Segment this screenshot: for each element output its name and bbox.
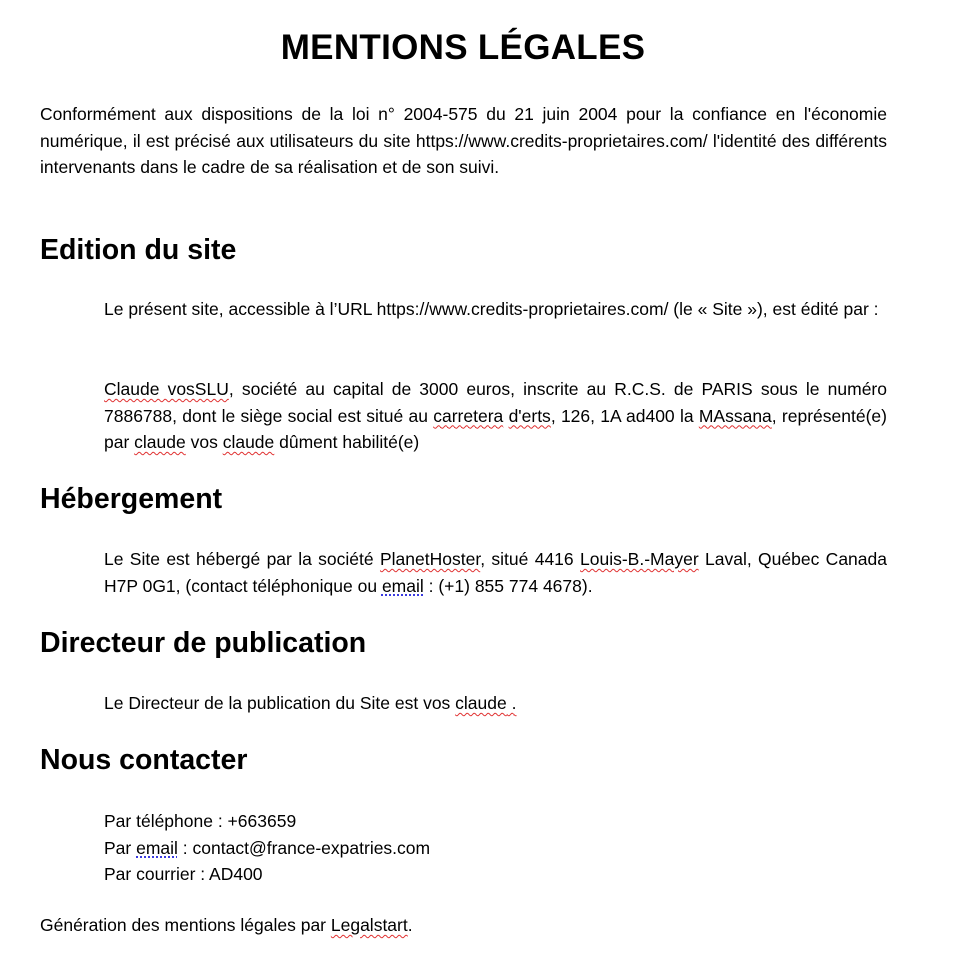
edition-paragraph: Le présent site, accessible à l’URL https://www.credits-proprietaires.com/ (le « Site »), est édité par :	[104, 299, 879, 319]
contact-phone: Par téléphone : +663659	[104, 811, 297, 831]
spellcheck-word: MAssana	[698, 405, 772, 426]
hebergement-heading: Hébergement	[40, 483, 223, 515]
text-fragment: : (+1) 855 774 4678).	[423, 575, 593, 596]
company-name: Claude vosSLU	[104, 379, 229, 399]
edition-heading: Edition du site	[40, 234, 237, 266]
spellcheck-word: claude	[455, 693, 507, 713]
grammar-word: email	[136, 837, 178, 858]
contact-mail: Par courrier : AD400	[104, 864, 263, 884]
text-fragment: , société au capital de 3000 euros, inscrite au R.C.S. de PARIS sous le numéro 7886788, dont le siège social est situé au	[104, 379, 887, 426]
contact-block	[104, 808, 887, 888]
spellcheck-word: Louis-B.-Mayer	[580, 549, 699, 569]
spellcheck-word: carretera	[433, 405, 504, 426]
intro-paragraph: Conformément aux dispositions de la loi n° 2004-575 du 21 juin 2004 pour la confiance en l'économie numérique, il est précisé aux utilisateurs du site https://www.credits-proprietaires.com/ l'identité des différents intervenants dans le cadre de sa réalisation et de son suivi.	[40, 104, 887, 177]
contact-email	[104, 835, 887, 862]
text-fragment: , représenté(e) par	[104, 405, 887, 452]
grammar-word: email	[381, 575, 424, 596]
directeur-paragraph	[104, 690, 887, 717]
text-fragment: Génération des mentions légales par	[40, 915, 331, 935]
spellcheck-word: PlanetHoster	[379, 549, 481, 569]
text-fragment: dûment habilité(e)	[274, 432, 420, 452]
text-fragment: .	[407, 915, 413, 935]
text-fragment: Le Directeur de la publication du Site est vos	[104, 693, 456, 713]
company-paragraph	[104, 376, 887, 456]
contact-heading: Nous contacter	[40, 744, 248, 776]
spellcheck-word: claude	[222, 432, 275, 452]
text-fragment: Le Site est hébergé par la société	[104, 549, 380, 569]
text-fragment: , 126, 1A ad400 la	[550, 405, 699, 426]
spellcheck-word: d'erts	[508, 405, 551, 426]
text-fragment: .	[506, 693, 517, 713]
directeur-heading: Directeur de publication	[40, 627, 367, 659]
text-fragment: Par	[104, 837, 137, 858]
footer-line	[40, 912, 887, 939]
text-fragment: , situé 4416	[480, 549, 580, 569]
spellcheck-word: Legalstart	[330, 915, 408, 935]
page-title: MENTIONS LÉGALES	[280, 28, 646, 67]
text-fragment: Laval, Québec Canada H7P 0G1, (contact téléphonique ou	[104, 549, 887, 596]
text-fragment: vos	[185, 432, 223, 452]
hebergement-paragraph	[104, 546, 887, 599]
spellcheck-word: claude	[134, 432, 186, 452]
text-fragment: : contact@france-expatries.com	[177, 837, 431, 858]
